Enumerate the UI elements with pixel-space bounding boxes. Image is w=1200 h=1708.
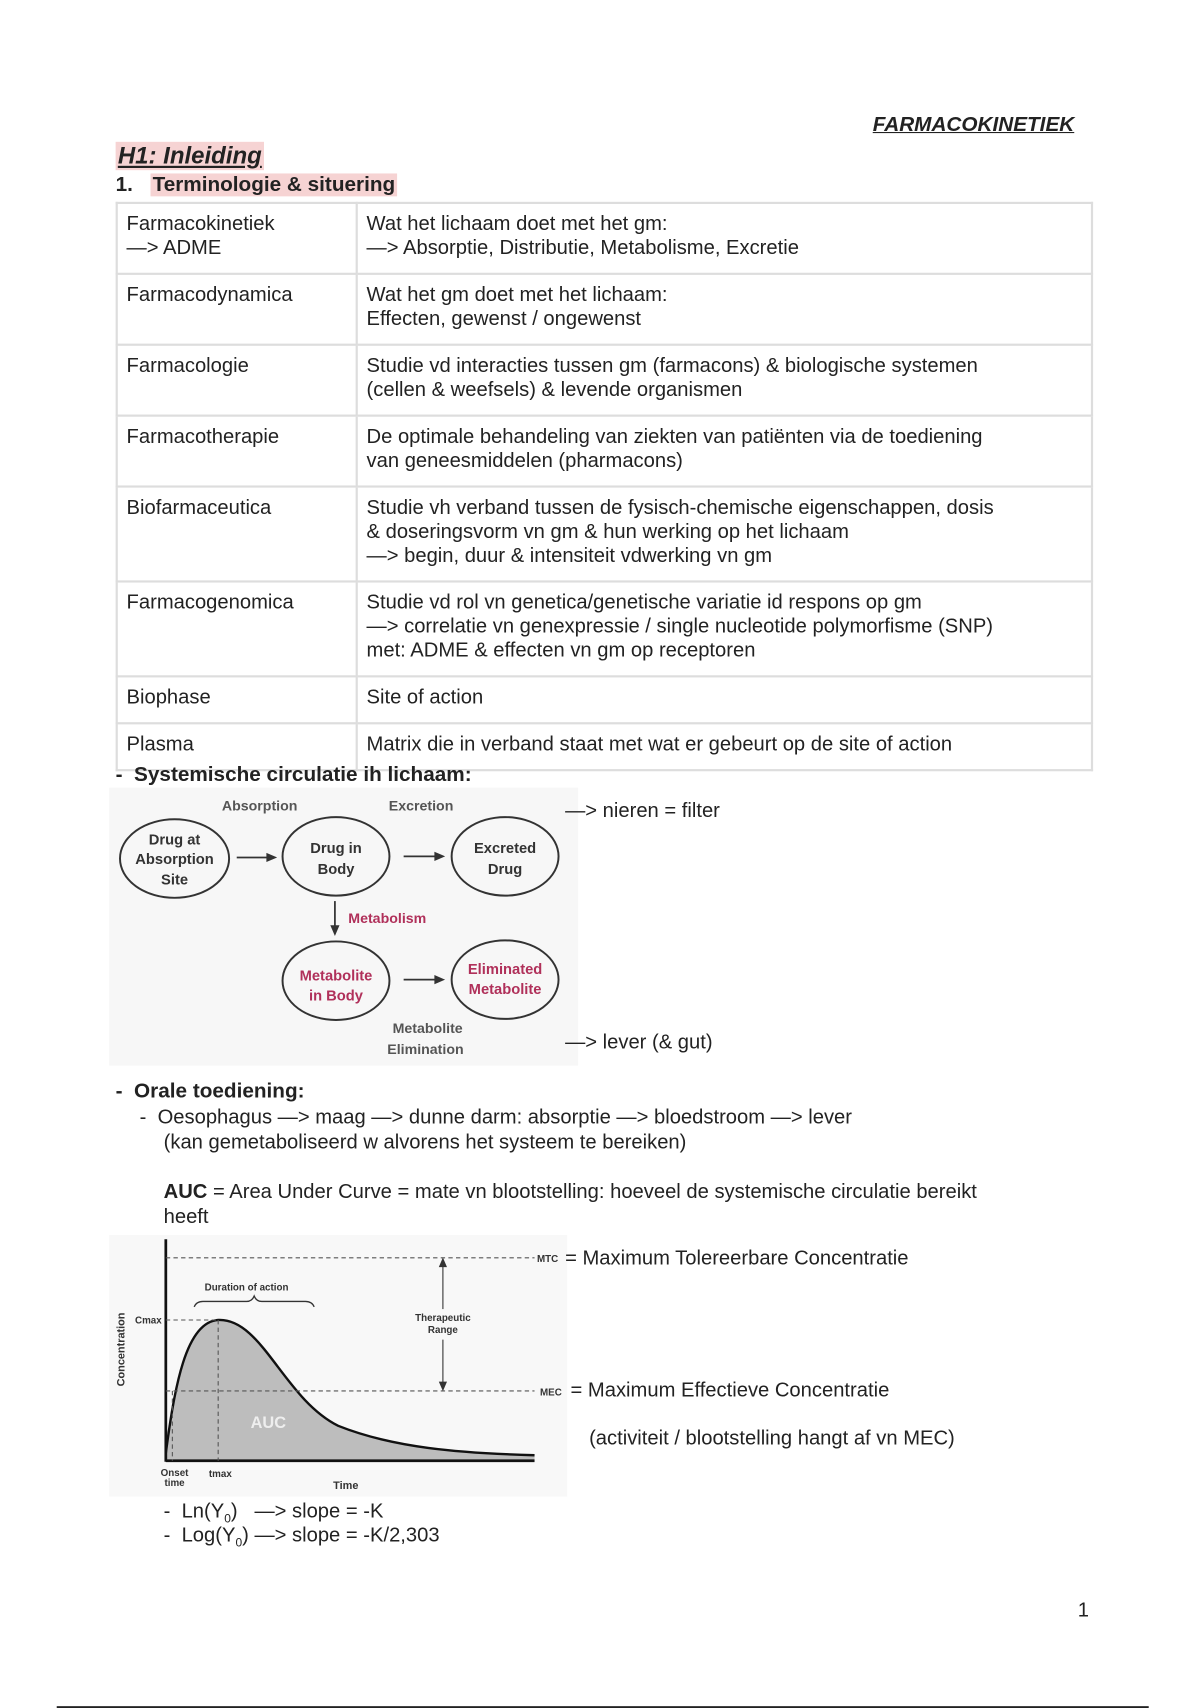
term-cell: [117, 203, 357, 274]
definition-cell: [357, 203, 1092, 274]
note-kidney: —> nieren = filter: [565, 798, 720, 822]
definition-cell: [357, 581, 1092, 676]
term-line: Farmacotherapie: [126, 424, 280, 448]
term-line: Plasma: [126, 731, 194, 755]
term-line: Farmacogenomica: [126, 590, 294, 614]
def-line: De optimale behandeling van ziekten van patiënten via de toediening: [366, 424, 983, 448]
formula-fn: Ln(Y: [181, 1498, 225, 1522]
term-line: —> ADME: [126, 235, 222, 259]
label-absorption: Absorption: [221, 798, 298, 815]
tmax-label: tmax: [208, 1469, 232, 1481]
therapeutic-label-2: Range: [427, 1325, 458, 1337]
circulation-heading: [116, 764, 472, 788]
table-row: [117, 203, 1092, 274]
circulation-title: Systemische circulatie ih lichaam:: [134, 763, 472, 787]
bullet: -: [115, 763, 123, 787]
node-eliminated-1: Eliminated: [467, 962, 543, 979]
duration-label: Duration of action: [204, 1282, 289, 1294]
term-line: Biophase: [126, 685, 211, 708]
table-row: [117, 676, 1092, 723]
mec-note: (activiteit / blootstelling hangt af vn MEC): [589, 1425, 955, 1449]
def-line: Studie vd interacties tussen gm (farmacons) & biologische systemen: [366, 353, 978, 377]
y-axis-label: Concentration: [115, 1312, 128, 1387]
term-cell: [117, 487, 357, 582]
onset-label-2: time: [164, 1477, 185, 1489]
definition-cell: [357, 345, 1092, 416]
def-line: Site of action: [366, 685, 484, 708]
node-excreted-1: Excreted: [473, 841, 537, 858]
term-line: Biofarmaceutica: [126, 495, 272, 519]
table-row: [117, 487, 1092, 582]
cmax-label: Cmax: [135, 1315, 162, 1327]
node-site-1: Drug at: [148, 832, 201, 849]
def-line: —> correlatie vn genexpressie / single nucleotide polymorfisme (SNP): [366, 614, 994, 638]
def-line: Effecten, gewenst / ongewenst: [366, 306, 642, 330]
oral-line-2: (kan gemetaboliseerd w alvorens het systeem te bereiken): [163, 1130, 687, 1154]
def-line: (cellen & weefsels) & levende organismen: [366, 377, 743, 401]
term-line: Farmacokinetiek: [126, 211, 275, 235]
formula-log: - $Log(Y_0)$ —> slope = -K/2,303: [163, 1522, 440, 1550]
def-line: —> begin, duur & intensiteit vdwerking vn gm: [366, 543, 773, 567]
def-line: Matrix die in verband staat met wat er gebeurt op de site of action: [366, 731, 953, 755]
def-line: van geneesmiddelen (pharmacons): [366, 448, 683, 472]
formula-ln: - $Ln(Y_0)$ —> slope = -K: [163, 1498, 384, 1526]
term-cell: [117, 676, 357, 723]
section-title-text: Terminologie & situering: [150, 173, 397, 196]
label-metabolism: Metabolism: [348, 910, 427, 927]
mec-label: MEC: [540, 1387, 562, 1399]
mtc-label: MTC: [537, 1254, 559, 1266]
node-metabolite-2: in Body: [309, 988, 363, 1005]
formula-rest: ) —> slope = -K/2,303: [242, 1522, 440, 1546]
document-header: FARMACOKINETIEK: [872, 113, 1075, 137]
auc-text: = Area Under Curve = mate vn blootstelling: hoeveel de systemische circulatie bereikt: [207, 1179, 977, 1203]
table-row: [117, 581, 1092, 676]
auc-term: AUC: [163, 1179, 208, 1203]
auc-graph: [109, 1235, 567, 1497]
def-line: & doseringsvorm vn gm & hun werking op het lichaam: [366, 519, 849, 543]
page-number: 1: [1077, 1598, 1090, 1622]
node-eliminated-2: Metabolite: [468, 981, 542, 998]
oral-heading: - Orale toediening:: [115, 1079, 305, 1103]
onset-label-1: Onset: [160, 1467, 189, 1479]
formula-fn: Log(Y: [181, 1522, 236, 1546]
formula-rest: ) —> slope = -K: [230, 1498, 384, 1522]
section-number: 1.: [115, 173, 133, 197]
def-line: met: ADME & effecten vn gm op receptoren: [366, 638, 756, 662]
term-cell: [117, 345, 357, 416]
mtc-text: = Maximum Tolereerbare Concentratie: [565, 1245, 909, 1269]
label-excretion: Excretion: [388, 798, 454, 815]
node-site-2: Absorption: [135, 851, 214, 868]
node-body-1: Drug in: [310, 841, 362, 858]
term-cell: [117, 416, 357, 487]
mec-text: = Maximum Effectieve Concentratie: [570, 1377, 890, 1401]
circulation-diagram: [109, 788, 578, 1066]
auc-text-2: heeft: [163, 1204, 209, 1228]
auc-definition: [164, 1178, 1091, 1228]
section-title: [116, 173, 398, 197]
oral-title: Orale toediening:: [134, 1079, 305, 1103]
definition-cell: [357, 676, 1092, 723]
def-line: Studie vh verband tussen de fysisch-chemische eigenschappen, dosis: [366, 495, 994, 519]
def-line: —> Absorptie, Distributie, Metabolisme, Excretie: [366, 235, 799, 259]
def-line: Wat het gm doet met het lichaam:: [366, 282, 668, 306]
node-metabolite-1: Metabolite: [299, 968, 373, 985]
chapter-title: H1: Inleiding: [116, 142, 264, 170]
table-row: [117, 416, 1092, 487]
terminology-table: [116, 202, 1093, 771]
node-body-2: Body: [317, 861, 355, 878]
definition-cell: [357, 416, 1092, 487]
term-cell: [117, 581, 357, 676]
def-line: Studie vd rol vn genetica/genetische variatie id respons op gm: [366, 590, 922, 614]
formula-sub: 0: [224, 1512, 231, 1526]
formula-sub: 0: [235, 1536, 243, 1550]
label-metabolite-elim-2: Elimination: [387, 1041, 464, 1058]
def-line: Wat het lichaam doet met het gm:: [366, 211, 668, 235]
definition-cell: [357, 274, 1092, 345]
node-excreted-2: Drug: [487, 861, 523, 878]
note-liver: —> lever (& gut): [565, 1029, 713, 1053]
therapeutic-label-1: Therapeutic: [415, 1313, 471, 1325]
definition-cell: [357, 487, 1092, 582]
table-row: [117, 274, 1092, 345]
x-axis-label: Time: [333, 1480, 359, 1493]
table-row: [117, 345, 1092, 416]
auc-label: AUC: [250, 1413, 287, 1432]
term-line: Farmacodynamica: [126, 282, 293, 306]
node-site-3: Site: [161, 872, 189, 889]
term-line: Farmacologie: [126, 353, 249, 377]
term-cell: [117, 274, 357, 345]
label-metabolite-elim-1: Metabolite: [392, 1021, 463, 1038]
oral-line-1-text: Oesophagus —> maag —> dunne darm: absorptie —> bloedstroom —> lever: [157, 1105, 852, 1128]
oral-line-1: - Oesophagus —> maag —> dunne darm: absorptie —> bloedstroom —> lever: [139, 1105, 852, 1128]
